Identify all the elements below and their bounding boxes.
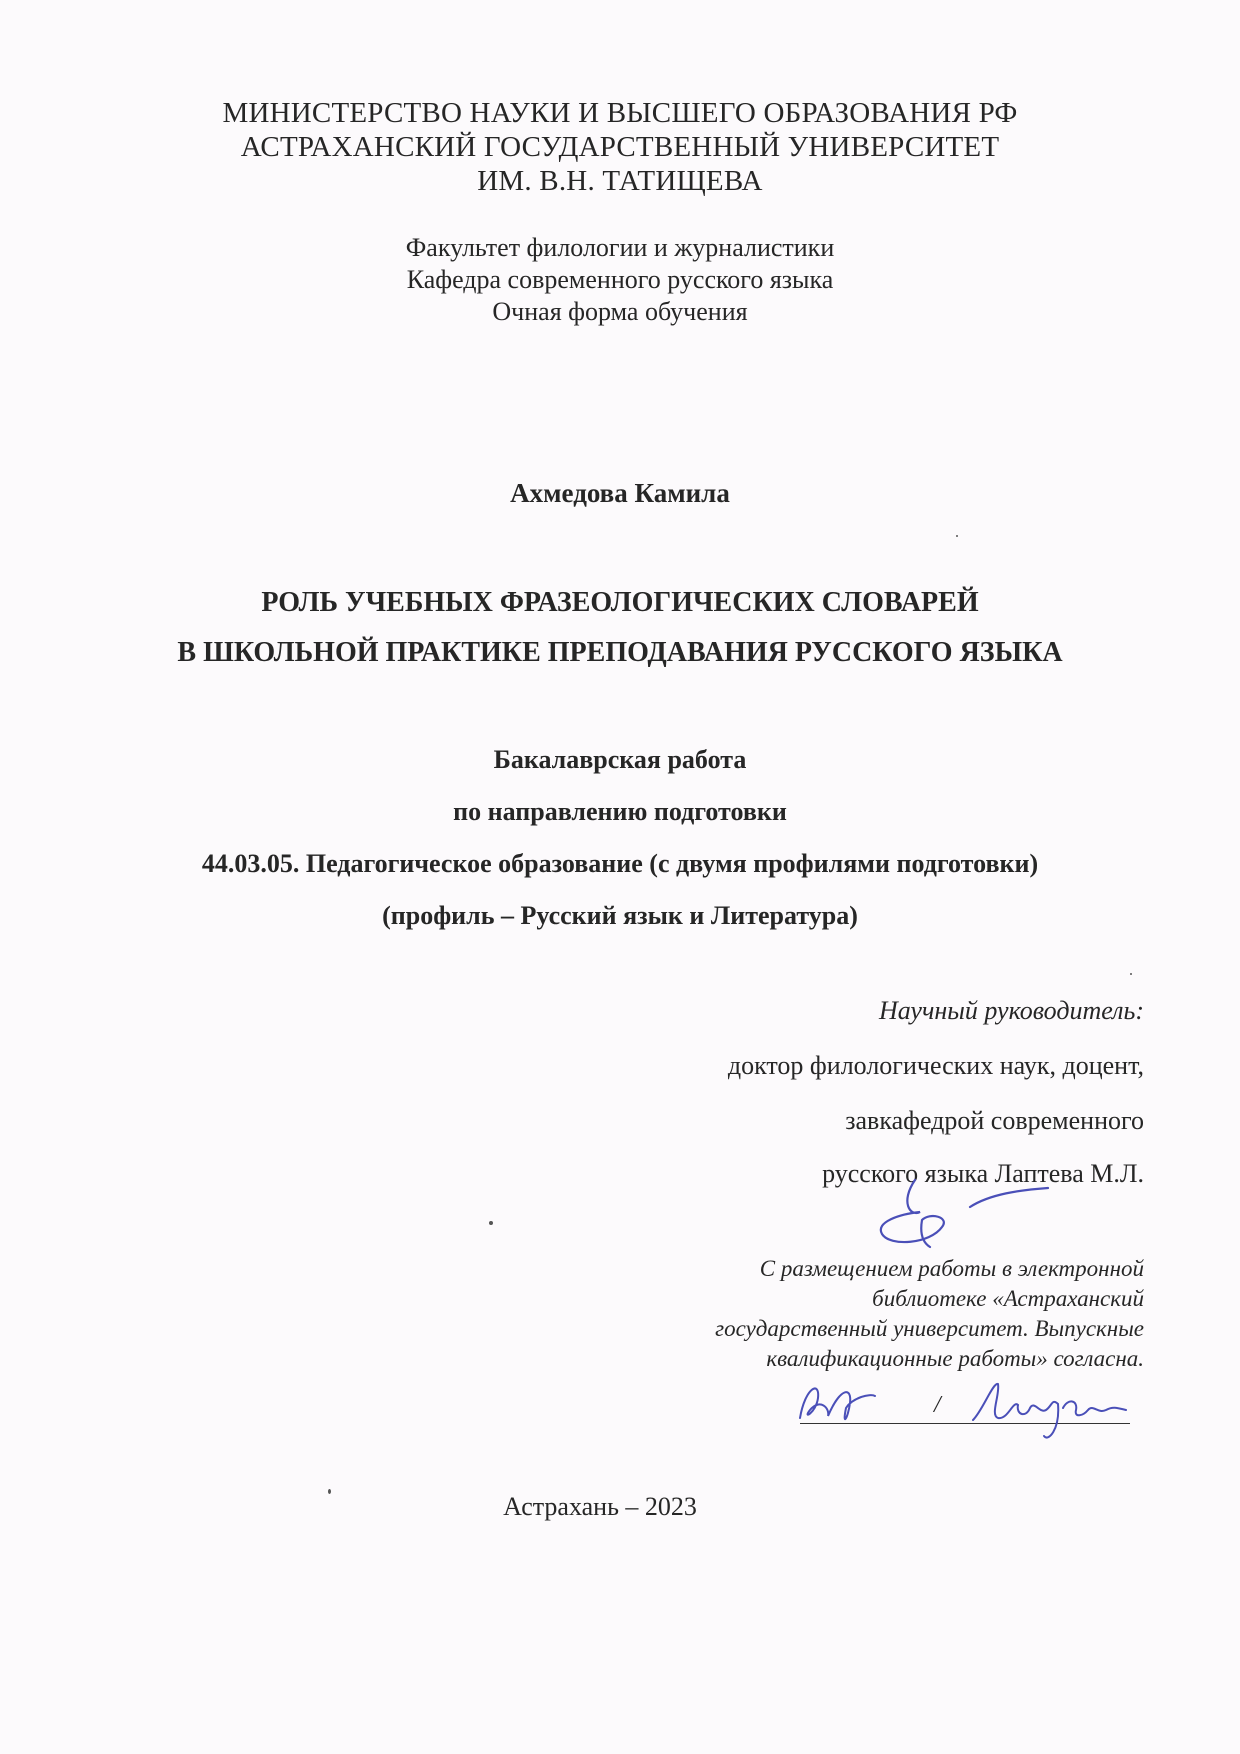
thesis-title [0, 578, 1240, 678]
city-year: Астрахань – 2023 [503, 1492, 697, 1521]
direction-label: по направлению подготовки [453, 797, 787, 826]
supervisor-label: Научный руководитель: [878, 996, 1144, 1025]
supervisor-name: русского языка Лаптева М.Л. [822, 1159, 1144, 1188]
work-type: Бакалаврская работа [493, 745, 747, 774]
library-consent [715, 1254, 1144, 1374]
thesis-title-line: В ШКОЛЬНОЙ ПРАКТИКЕ ПРЕПОДАВАНИЯ РУССКОГО ЯЗЫКА [177, 637, 1063, 668]
department-name: Кафедра современного русского языка [406, 265, 834, 294]
supervisor-position: завкафедрой современного [845, 1106, 1144, 1135]
university-name: АСТРАХАНСКИЙ ГОСУДАРСТВЕННЫЙ УНИВЕРСИТЕТ [240, 131, 1000, 163]
scan-speck [1130, 973, 1132, 975]
institution-header [0, 96, 1240, 198]
student-name-signature-icon [968, 1370, 1138, 1446]
ministry-name: МИНИСТЕРСТВО НАУКИ И ВЫСШЕГО ОБРАЗОВАНИЯ РФ [222, 97, 1018, 129]
student-signature-icon [790, 1368, 900, 1438]
work-info [0, 734, 1240, 942]
consent-line: государственный университет. Выпускные [715, 1316, 1144, 1341]
consent-line: квалификационные работы» согласна. [766, 1346, 1144, 1371]
supervisor-degree: доктор филологических наук, доцент, [727, 1051, 1144, 1080]
faculty-block [0, 232, 1240, 328]
faculty-name: Факультет филологии и журналистики [405, 233, 835, 262]
supervisor-signature-icon [860, 1172, 1060, 1262]
profile: (профиль – Русский язык и Литература) [382, 901, 858, 930]
thesis-title-line: РОЛЬ УЧЕБНЫХ ФРАЗЕОЛОГИЧЕСКИХ СЛОВАРЕЙ [261, 587, 979, 618]
scan-speck [489, 1221, 493, 1225]
author-name: Ахмедова Камила [510, 478, 730, 508]
signature-separator: / [934, 1392, 941, 1418]
direction-code: 44.03.05. Педагогическое образование (с двумя профилями подготовки) [201, 849, 1039, 878]
consent-line: библиотеке «Астраханский [872, 1286, 1144, 1311]
scan-speck [956, 535, 958, 537]
consent-line: С размещением работы в электронной [759, 1256, 1144, 1281]
study-form: Очная форма обучения [492, 297, 748, 326]
scan-speck [328, 1489, 331, 1494]
university-named-after: ИМ. В.Н. ТАТИЩЕВА [477, 165, 763, 197]
